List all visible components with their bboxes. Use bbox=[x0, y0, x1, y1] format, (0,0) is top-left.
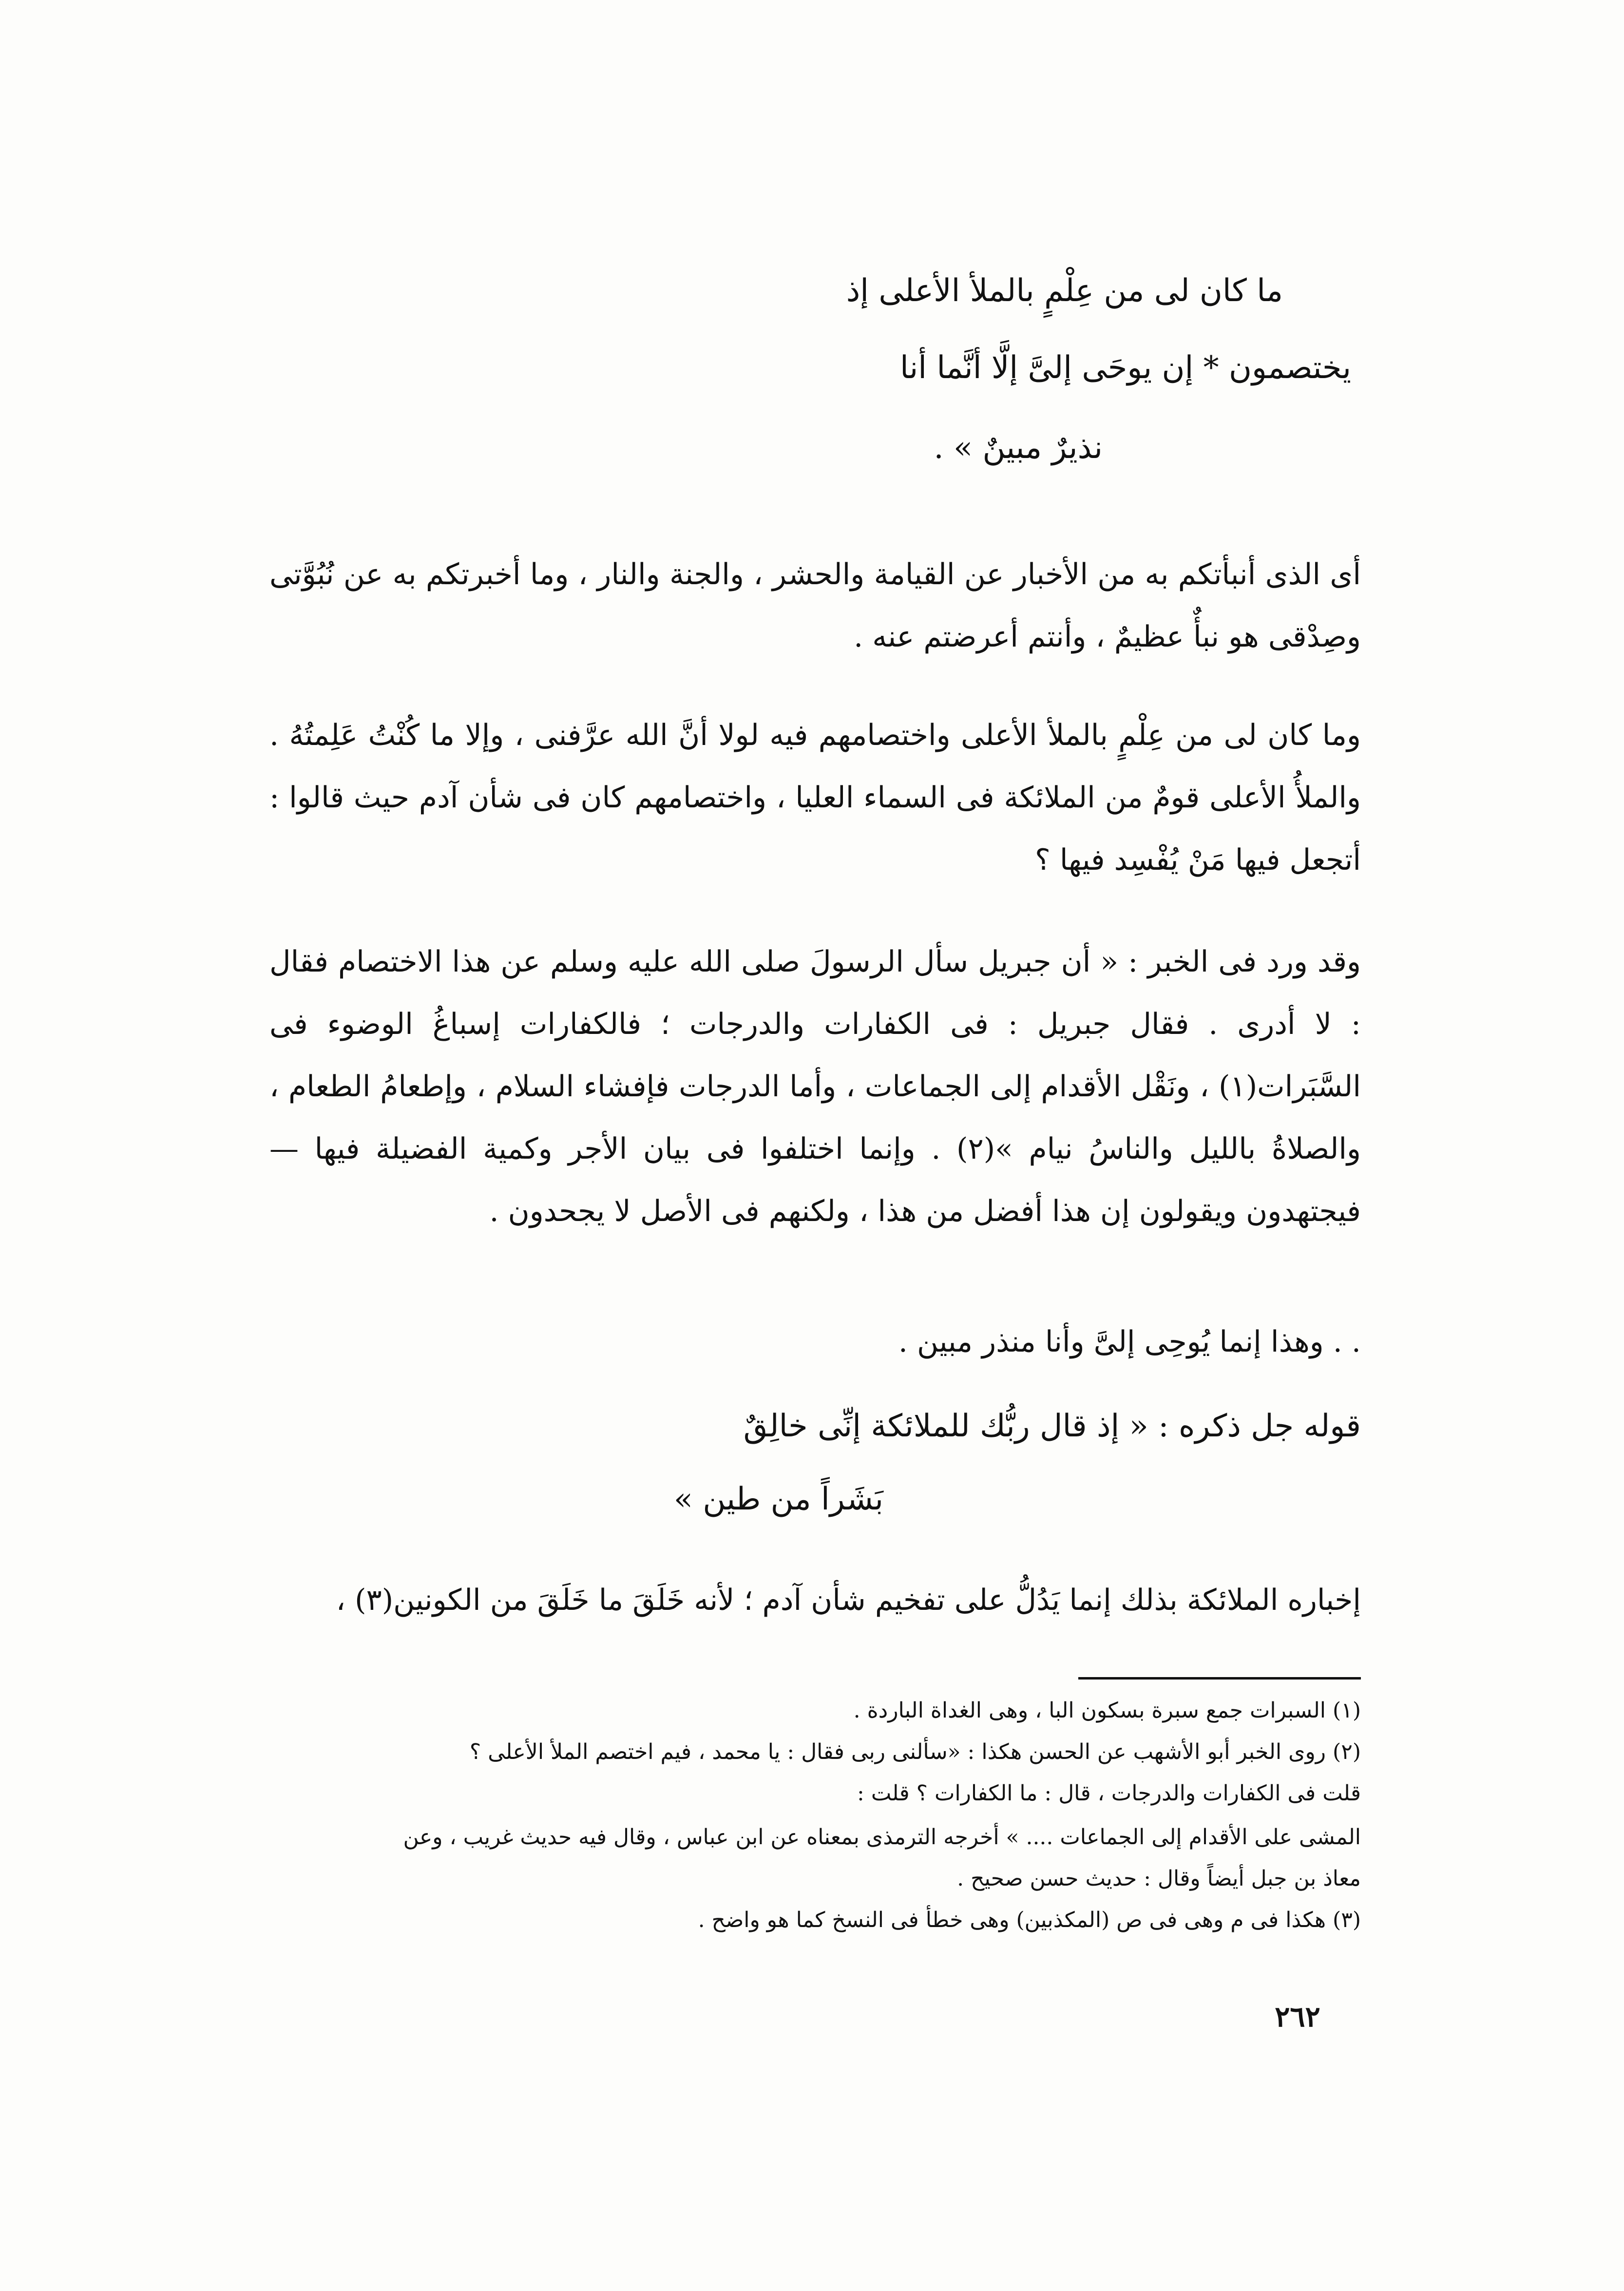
paragraph-5: إخباره الملائكة بذلك إنما يَدُلُّ على تفخيم شأن آدم ؛ لأنه خَلَقَ ما خَلَقَ من الكونين(٣) ، bbox=[336, 1583, 1361, 1617]
footnote-2-cont-1: قلت فى الكفارات والدرجات ، قال : ما الكفارات ؟ قلت : bbox=[857, 1781, 1361, 1806]
verse2-line-1: قوله جل ذكره : « إذ قال ربُّك للملائكة إنِّى خالِقٌ bbox=[743, 1408, 1361, 1444]
verse2-line-2: بَشَراً من طين » bbox=[673, 1481, 883, 1517]
verse-line-3: نذيرٌ مبينٌ » . bbox=[934, 430, 1103, 466]
paragraph-1: أى الذى أنبأتكم به من الأخبار عن القيامة والحشر ، والجنة والنار ، وما أخبرتكم به عن نُبُوَّتى وصِدْقى هو نبأٌ عظيمٌ ، وأنتم أعرضتم عنه . bbox=[269, 557, 1361, 654]
footnote-3: (٣) هكذا فى م وهى فى ص (المكذبين) وهى خطأ فى النسخ كما هو واضح . bbox=[698, 1908, 1361, 1932]
paragraph-2: وما كان لى من عِلْمٍ بالملأ الأعلى واختصامهم فيه لولا أنَّ الله عرَّفنى ، وإلا ما كُنْتُ عَلِمتُهُ . والملأُ الأعلى قومٌ من الملائكة فى السماء العليا ، واختصامهم كان فى شأن آدم حيث قالوا : أتجعل فيها مَنْ يُفْسِد فيها ؟ bbox=[269, 718, 1361, 877]
paragraph-4: . . وهذا إنما يُوحِى إلىَّ وأنا منذر مبين . bbox=[898, 1325, 1361, 1359]
footnote-2-cont-3: معاذ بن جبل أيضاً وقال : حديث حسن صحيح . bbox=[957, 1866, 1361, 1891]
paragraph-3: وقد ورد فى الخبر : « أن جبريل سأل الرسولَ صلى الله عليه وسلم عن هذا الاختصام فقال : لا أدرى . فقال جبريل : فى الكفارات والدرجات ؛ فالكفارات إسباغُ الوضوء فى السَّبَرات(١) ، ونَقْل الأقدام إلى الجماعات ، وأما الدرجات فإفشاء السلام ، وإطعامُ الطعام ، والصلاةُ بالليل والناسُ نيام »(٢) . وإنما اختلفوا فى بيان الأجر وكمية الفضيلة فيها — فيجتهدون ويقولون إن هذا أفضل من هذا ، ولكنهم فى الأصل لا يجحدون . bbox=[269, 945, 1361, 1228]
verse-line-2: يختصمون * إن يوحَى إلىَّ إلَّا أنَّما أنا bbox=[899, 350, 1351, 386]
footnote-1: (١) السبرات جمع سبرة بسكون البا ، وهى الغداة الباردة . bbox=[853, 1698, 1361, 1723]
footnote-divider bbox=[1078, 1677, 1361, 1680]
page-number: ٢٦٢ bbox=[1275, 2000, 1320, 2033]
verse-line-1: ما كان لى من عِلْمٍ بالملأ الأعلى إذ bbox=[846, 273, 1283, 309]
footnote-2: (٢) روى الخبر أبو الأشهب عن الحسن هكذا : «سألنى ربى فقال : يا محمد ، فيم اختصم الملأ الأعلى ؟ bbox=[469, 1739, 1361, 1764]
footnote-2-cont-2: المشى على الأقدام إلى الجماعات .... » أخرجه الترمذى بمعناه عن ابن عباس ، وقال فيه حديث غريب ، وعن bbox=[403, 1825, 1361, 1850]
